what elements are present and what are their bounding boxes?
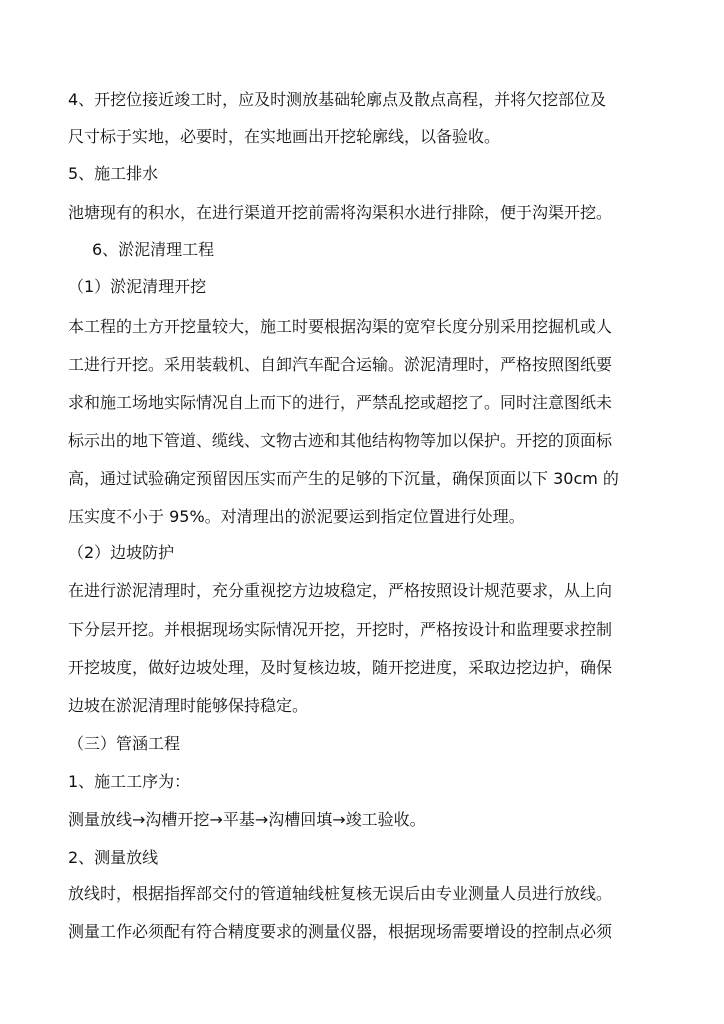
section-heading: 5、施工排水 <box>68 164 159 183</box>
paragraph-line: 在进行淤泥清理时，充分重视挖方边坡稳定，严格按照设计规范要求，从上向 <box>68 581 613 600</box>
paragraph-line: 工进行开挖。采用装载机、自卸汽车配合运输。淤泥清理时，严格按照图纸要 <box>68 355 613 374</box>
section-heading: 6、淤泥清理工程 <box>92 240 215 259</box>
paragraph-line: 压实度不小于 95%。对清理出的淤泥要运到指定位置进行处理。 <box>68 507 525 526</box>
paragraph-line: 测量放线→沟槽开挖→平基→沟槽回填→竣工验收。 <box>68 810 426 829</box>
paragraph-line: 尺寸标于实地，必要时，在实地画出开挖轮廓线，以备验收。 <box>68 127 501 146</box>
paragraph-line: 求和施工场地实际情况自上而下的进行，严禁乱挖或超挖了。同时注意图纸未 <box>68 393 613 412</box>
section-heading: （三）管涵工程 <box>68 734 181 753</box>
paragraph-line: 池塘现有的积水，在进行渠道开挖前需将沟渠积水进行排除，便于沟渠开挖。 <box>68 203 613 222</box>
subsection-heading: （2）边坡防护 <box>68 543 175 562</box>
paragraph-line: 下分层开挖。并根据现场实际情况开挖，开挖时，严格按设计和监理要求控制 <box>68 620 613 639</box>
paragraph-line: 测量工作必须配有符合精度要求的测量仪器，根据现场需要增设的控制点必须 <box>68 922 613 941</box>
paragraph-line: 4、开挖位接近竣工时，应及时测放基础轮廓点及散点高程，并将欠挖部位及 <box>68 90 607 109</box>
paragraph-line: 标示出的地下管道、缆线、文物古迹和其他结构物等加以保护。开挖的顶面标 <box>68 431 613 450</box>
paragraph-line: 开挖坡度，做好边坡处理，及时复核边坡，随开挖进度，采取边挖边护，确保 <box>68 658 613 677</box>
paragraph-line: 高，通过试验确定预留因压实而产生的足够的下沉量，确保顶面以下 30cm 的 <box>68 469 619 488</box>
section-heading: 1、施工工序为： <box>68 772 191 791</box>
paragraph-line: 本工程的土方开挖量较大，施工时要根据沟渠的宽窄长度分别采用挖掘机或人 <box>68 317 613 336</box>
section-heading: 2、测量放线 <box>68 848 159 867</box>
paragraph-line: 边坡在淤泥清理时能够保持稳定。 <box>68 696 309 715</box>
paragraph-line: 放线时，根据指挥部交付的管道轴线桩复核无误后由专业测量人员进行放线。 <box>68 884 613 903</box>
subsection-heading: （1）淤泥清理开挖 <box>68 277 207 296</box>
